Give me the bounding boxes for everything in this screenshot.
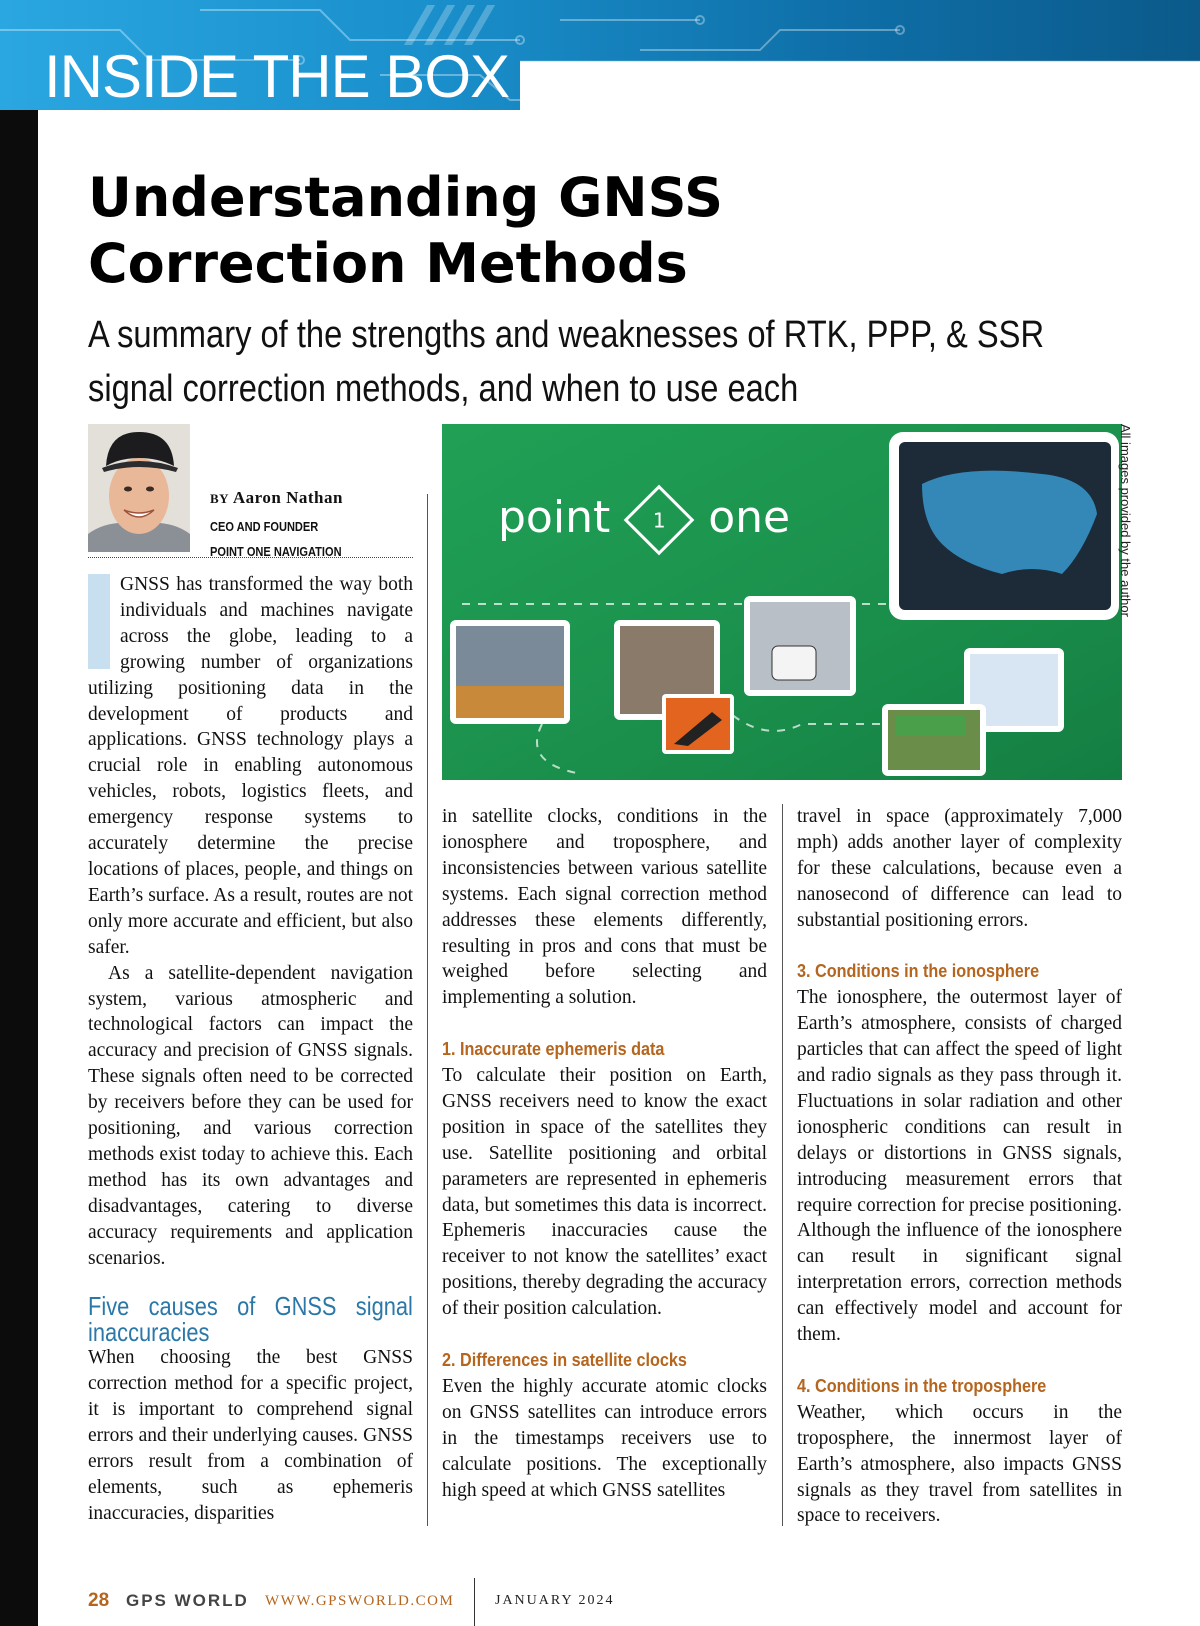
paragraph-6: Even the highly accurate atomic clocks on GNSS satellites can introduce errors in the timestamps receivers use to calculate positions. The exceptionally high speed at which GNSS satellites	[442, 1375, 767, 1501]
heading-ephemeris: 1. Inaccurate ephemeris data	[442, 1039, 665, 1060]
column-1	[88, 572, 413, 1527]
paragraph-3: When choosing the best GNSS correction method for a specific project, it is important to comprehend signal errors and their underlying causes. GNSS errors result from a combination of elements, such as ephemeris inaccuracies, disparities	[88, 1347, 413, 1524]
heading-five-causes: Five causes of GNSS signal inaccuracies	[88, 1291, 413, 1348]
column-rule-2	[782, 804, 783, 1526]
drop-cap-block	[88, 574, 110, 669]
author-photo	[88, 424, 190, 552]
paragraph-2: As a satellite-dependent navigation system, various atmospheric and technological factors can impact the accuracy and precision of GNSS signals. These signals often need to be corrected by receivers before they can be used for positioning, and various correction methods exist today to achieve this. Each method has its own advantages and disadvantages, catering to diverse accuracy requirements and application scenarios.	[88, 962, 413, 1269]
author-portrait-icon	[88, 424, 190, 552]
logo-one: one	[708, 492, 791, 543]
subtitle-line-1: A summary of the strengths and weaknesses of RTK, PPP, & SSR	[88, 314, 1045, 356]
paragraph-4: in satellite clocks, conditions in the ionosphere and troposphere, and inconsistencies between various satellite systems. Each signal correction method addresses these elements differently, resulting in pros and cons that must be weighed before selecting and implementing a solution.	[442, 806, 767, 1009]
article-title	[88, 165, 1088, 297]
byline-by: BY	[210, 491, 230, 506]
section-banner	[0, 0, 1200, 110]
title-line-2: Correction Methods	[88, 232, 688, 295]
author-company: POINT ONE NAVIGATION	[210, 544, 342, 559]
page-number: 28	[88, 1590, 110, 1611]
logo-point: point	[498, 492, 611, 543]
image-credit: All images provided by the author	[1118, 424, 1133, 617]
page-left-bar	[0, 110, 38, 1626]
column-3	[797, 804, 1122, 1529]
magazine-name: GPS WORLD	[126, 1591, 249, 1610]
heading-satellite-clocks: 2. Differences in satellite clocks	[442, 1350, 687, 1370]
banner-fade	[520, 0, 1200, 110]
subtitle-line-2: signal correction methods, and when to use each	[88, 368, 799, 410]
section-label: INSIDE THE BOX	[44, 43, 510, 110]
paragraph-8: The ionosphere, the outermost layer of Earth’s atmosphere, consists of charged particles that can affect the speed of light and radio signals as they pass through it. Fluctuations in solar radiation and other ionospheric conditions can result in delays or distortions in GNSS signals, introducing measurement errors that require correction for precise positioning. Although the influence of the ionosphere can result in significant signal interpretation errors, correction methods can effectively model and account for them.	[797, 987, 1122, 1346]
point-one-collage-icon	[442, 424, 1122, 780]
footer-divider	[474, 1578, 475, 1626]
paragraph-intro: GNSS has transformed the way both individuals and machines navigate across the globe, leading to a growing number of organizations utilizing positioning data in the development of products and applications. GNSS technology plays a crucial role in enabling autonomous vehicles, robots, logistics fleets, and emergency response systems to accurately determine the precise locations of places, people, and things on Earth’s surface. As a result, routes are not only more accurate and efficient, but also safer.	[88, 574, 413, 958]
magazine-url[interactable]: WWW.GPSWORLD.COM	[265, 1593, 455, 1609]
article-subtitle	[88, 308, 1086, 416]
heading-troposphere: 4. Conditions in the troposphere	[797, 1375, 1047, 1396]
logo-number: 1	[652, 507, 666, 532]
author-name: Aaron Nathan	[232, 488, 343, 507]
byline	[210, 488, 343, 508]
logo-diamond-icon	[624, 485, 695, 556]
column-2	[442, 804, 767, 1503]
heading-ionosphere: 3. Conditions in the ionosphere	[797, 961, 1040, 982]
title-line-1: Understanding GNSS	[88, 166, 723, 229]
hero-image	[442, 424, 1122, 780]
issue-date: JANUARY 2024	[495, 1593, 615, 1608]
point-one-logo	[498, 492, 790, 545]
column-rule-1	[427, 494, 428, 1526]
author-role: CEO AND FOUNDER	[210, 519, 319, 534]
paragraph-7: travel in space (approximately 7,000 mph) adds another layer of complexity for these calculations, because even a nanosecond of difference can lead to substantial positioning errors.	[797, 806, 1122, 931]
paragraph-5: To calculate their position on Earth, GNSS receivers need to know the exact position in space of the satellites they use. Satellite positioning and orbital parameters are represented in ephemeris data, but sometimes this data is incorrect. Ephemeris inaccuracies cause the receiver to not know the satellites’ exact positions, thereby degrading the accuracy of their position calculation.	[442, 1065, 767, 1320]
byline-divider	[88, 557, 413, 558]
paragraph-9: Weather, which occurs in the troposphere, the innermost layer of Earth’s atmosphere, also impacts GNSS signals as they travel from satellites in space to receivers.	[797, 1401, 1122, 1527]
